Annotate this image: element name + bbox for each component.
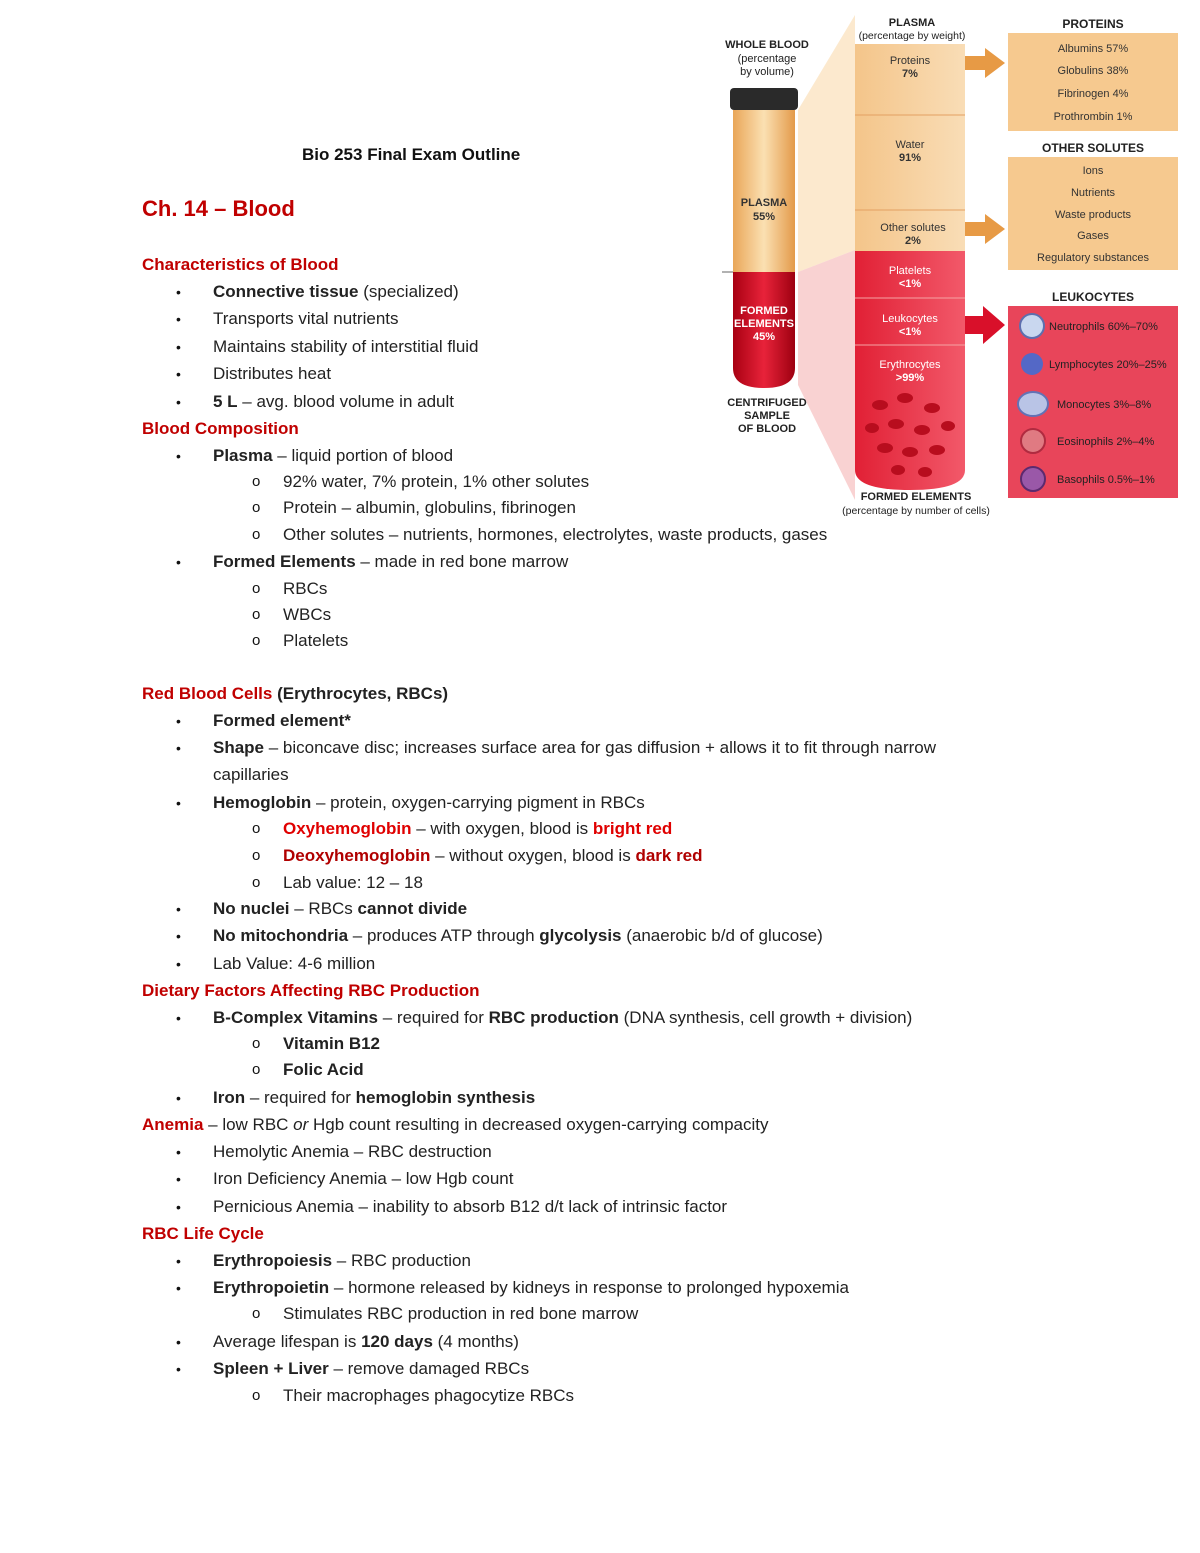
- formed-wedge: [798, 250, 855, 500]
- list-item-continuation: capillaries: [213, 765, 289, 784]
- sub-item: Platelets: [283, 631, 349, 650]
- sub-item: WBCs: [283, 605, 332, 624]
- centrifuged-label2: SAMPLE: [744, 410, 790, 422]
- bullet: •: [176, 339, 181, 355]
- list-item: Transports vital nutrients: [213, 309, 399, 328]
- sub-bullet: o: [252, 473, 261, 490]
- water-label: Water: [895, 139, 925, 151]
- section-heading: RBC Life Cycle: [142, 1224, 264, 1243]
- leuko-item: Monocytes 3%–8%: [1057, 399, 1152, 411]
- centrifuged-label3: OF BLOOD: [737, 423, 797, 435]
- list-item: Formed element*: [213, 711, 351, 730]
- formed-foot-sub: (percentage by number of cells): [842, 505, 990, 517]
- sub-bullet: o: [252, 526, 261, 543]
- anemia-heading: Anemia – low RBC or Hgb count resulting in decreased oxygen-carrying compacity: [142, 1115, 769, 1134]
- list-item: Maintains stability of interstitial fluid: [213, 337, 479, 356]
- list-item: Erythropoietin – hormone released by kidneys in response to prolonged hypoxemia: [213, 1278, 849, 1297]
- whole-blood-sub2: by volume): [740, 66, 794, 78]
- tube-formed-pct: 45%: [752, 331, 776, 343]
- section-heading: Blood Composition: [142, 419, 299, 438]
- proteins-arrow: [965, 48, 1005, 78]
- whole-blood-label: WHOLE BLOOD: [725, 39, 809, 51]
- list-item: No nuclei – RBCs cannot divide: [213, 899, 468, 918]
- sub-item: Oxyhemoglobin – with oxygen, blood is bright red: [283, 819, 673, 838]
- platelets-pct: <1%: [898, 278, 922, 290]
- sub-item: Their macrophages phagocytize RBCs: [283, 1386, 575, 1405]
- bullet: •: [176, 740, 181, 756]
- solute-item: Regulatory substances: [1037, 252, 1149, 264]
- tube-plasma-label: PLASMA: [740, 197, 788, 209]
- blood-composition-figure: [700, 0, 1200, 525]
- bullet: •: [176, 311, 181, 327]
- sub-bullet: o: [252, 606, 261, 623]
- bullet: •: [176, 956, 181, 972]
- plasma-wedge: [798, 15, 855, 272]
- protein-item: Fibrinogen 4%: [1057, 88, 1129, 100]
- leuko-box-title: LEUKOCYTES: [1051, 290, 1135, 304]
- leuko-item: Eosinophils 2%–4%: [1057, 436, 1155, 448]
- water-pct: 91%: [898, 152, 922, 164]
- document-title: Bio 253 Final Exam Outline: [302, 145, 521, 164]
- sub-item: Protein – albumin, globulins, fibrinogen: [283, 498, 576, 517]
- sub-bullet: o: [252, 820, 261, 837]
- bullet: •: [176, 554, 181, 570]
- leuko-item: Neutrophils 60%–70%: [1049, 321, 1158, 333]
- list-item: Shape – biconcave disc; increases surface area for gas diffusion + allows it to fit through narrow: [213, 738, 937, 757]
- other-solutes-pct: 2%: [905, 235, 921, 247]
- bullet: •: [176, 1171, 181, 1187]
- whole-blood-sub1: (percentage: [737, 53, 797, 65]
- tube-formed-label1: FORMED: [740, 305, 788, 317]
- section-heading: Dietary Factors Affecting RBC Production: [142, 981, 480, 1000]
- list-item: Hemolytic Anemia – RBC destruction: [213, 1142, 492, 1161]
- tube-cap: [730, 88, 798, 110]
- solutes-box-title: OTHER SOLUTES: [1041, 141, 1145, 155]
- bullet: •: [176, 366, 181, 382]
- sub-item: Lab value: 12 – 18: [283, 873, 423, 892]
- leukocytes-pct: <1%: [898, 326, 922, 338]
- leukocytes-arrow: [965, 306, 1005, 344]
- protein-item: Globulins 38%: [1057, 65, 1129, 77]
- bullet: •: [176, 1361, 181, 1377]
- plasma-head: PLASMA: [888, 17, 936, 29]
- list-item: Erythropoiesis – RBC production: [213, 1251, 471, 1270]
- tube-formed: [733, 272, 795, 388]
- bullet: •: [176, 1010, 181, 1026]
- platelets-label: Platelets: [888, 265, 932, 277]
- bullet: •: [176, 795, 181, 811]
- protein-item: Albumins 57%: [1057, 43, 1129, 55]
- solute-item: Nutrients: [1070, 187, 1116, 199]
- tube-plasma-pct: 55%: [752, 211, 776, 223]
- protein-item: Prothrombin 1%: [1053, 111, 1133, 123]
- sub-item: RBCs: [283, 579, 328, 598]
- list-item: 5 L – avg. blood volume in adult: [213, 392, 454, 411]
- leukocytes-label: Leukocytes: [882, 313, 938, 325]
- solute-item: Ions: [1082, 165, 1104, 177]
- list-item: Lab Value: 4-6 million: [213, 954, 376, 973]
- sub-bullet: o: [252, 1061, 261, 1078]
- chapter-title: Ch. 14 – Blood: [142, 196, 295, 221]
- proteins-label: Proteins: [889, 55, 931, 67]
- bullet: •: [176, 1199, 181, 1215]
- bullet: •: [176, 448, 181, 464]
- list-item: B-Complex Vitamins – required for RBC production (DNA synthesis, cell growth + division): [213, 1008, 913, 1027]
- proteins-box-title: PROTEINS: [1062, 17, 1124, 31]
- bullet: •: [176, 1253, 181, 1269]
- leuko-item: Lymphocytes 20%–25%: [1049, 359, 1167, 371]
- formed-foot-label: FORMED ELEMENTS: [860, 491, 972, 503]
- list-item: Spleen + Liver – remove damaged RBCs: [213, 1359, 530, 1378]
- sub-item: Other solutes – nutrients, hormones, electrolytes, waste products, gases: [283, 525, 828, 544]
- list-item: Formed Elements – made in red bone marrow: [213, 552, 569, 571]
- sub-bullet: o: [252, 847, 261, 864]
- sub-bullet: o: [252, 1387, 261, 1404]
- sub-bullet: o: [252, 580, 261, 597]
- plasma-head-sub: (percentage by weight): [858, 30, 966, 42]
- solutes-arrow: [965, 214, 1005, 244]
- sub-item: Folic Acid: [283, 1060, 364, 1079]
- bullet: •: [176, 1280, 181, 1296]
- section-heading: Red Blood Cells (Erythrocytes, RBCs): [142, 684, 449, 703]
- list-item: Distributes heat: [213, 364, 332, 383]
- tube-plasma: [733, 110, 795, 272]
- list-item: Plasma – liquid portion of blood: [213, 446, 454, 465]
- list-item: Hemoglobin – protein, oxygen-carrying pigment in RBCs: [213, 793, 645, 812]
- sub-item: Vitamin B12: [283, 1034, 381, 1053]
- sub-item: Deoxyhemoglobin – without oxygen, blood is dark red: [283, 846, 703, 865]
- sub-bullet: o: [252, 632, 261, 649]
- list-item: No mitochondria – produces ATP through glycolysis (anaerobic b/d of glucose): [213, 926, 823, 945]
- bullet: •: [176, 1334, 181, 1350]
- bullet: •: [176, 1090, 181, 1106]
- list-item: Pernicious Anemia – inability to absorb B12 d/t lack of intrinsic factor: [213, 1197, 728, 1216]
- sub-bullet: o: [252, 1305, 261, 1322]
- sub-item: 92% water, 7% protein, 1% other solutes: [283, 472, 590, 491]
- erythrocytes-label: Erythrocytes: [879, 359, 941, 371]
- centrifuged-label1: CENTRIFUGED: [727, 397, 807, 409]
- solute-item: Waste products: [1054, 209, 1132, 221]
- proteins-pct: 7%: [902, 68, 918, 80]
- bullet: •: [176, 713, 181, 729]
- list-item: Average lifespan is 120 days (4 months): [213, 1332, 519, 1351]
- erythrocytes-pct: >99%: [895, 372, 925, 384]
- leuko-item: Basophils 0.5%–1%: [1057, 474, 1155, 486]
- sub-item: Stimulates RBC production in red bone marrow: [283, 1304, 639, 1323]
- list-item: Connective tissue (specialized): [213, 282, 459, 301]
- sub-bullet: o: [252, 1035, 261, 1052]
- other-solutes-label: Other solutes: [880, 222, 946, 234]
- bullet: •: [176, 394, 181, 410]
- tube-formed-label2: ELEMENTS: [734, 318, 794, 330]
- list-item: Iron Deficiency Anemia – low Hgb count: [213, 1169, 514, 1188]
- list-item: Iron – required for hemoglobin synthesis: [213, 1088, 536, 1107]
- bullet: •: [176, 901, 181, 917]
- bullet: •: [176, 284, 181, 300]
- bullet: •: [176, 928, 181, 944]
- solute-item: Gases: [1077, 230, 1109, 242]
- bullet: •: [176, 1144, 181, 1160]
- section-heading: Characteristics of Blood: [142, 255, 339, 274]
- sub-bullet: o: [252, 874, 261, 891]
- sub-bullet: o: [252, 499, 261, 516]
